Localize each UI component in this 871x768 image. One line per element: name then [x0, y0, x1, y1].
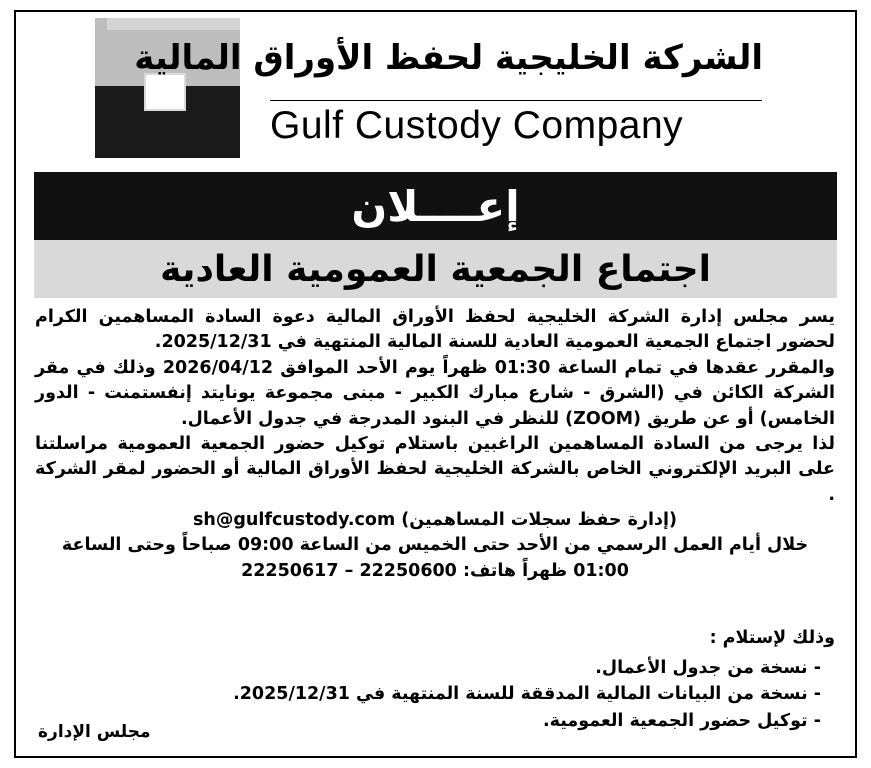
announcement-title-bar [34, 172, 837, 240]
list-item: - توكيل حضور الجمعية العمومية. [233, 708, 821, 734]
announcement-subtitle-bar [34, 240, 837, 298]
announcement-body [35, 305, 835, 584]
announcement-title: إعــــلان [351, 181, 520, 231]
proxy-instructions-paragraph: لذا يرجى من السادة المساهمين الراغبين باستلام توكيل حضور الجمعية العمومية مراسلتنا على البريد الإلكتروني الخاص بالشركة الخليجية لحفظ الأوراق المالية أو الحضور لمقر الشركة . [35, 433, 835, 505]
list-item: - نسخة من جدول الأعمال. [233, 655, 821, 681]
email-line: (إدارة حفظ سجلات المساهمين) sh@gulfcustody.com [192, 510, 678, 530]
working-hours-line: خلال أيام العمل الرسمي من الأحد حتى الخميس من الساعة 09:00 صباحاً وحتى الساعة 01:00 ظهراً هاتف: 22250600 – 22250617 [61, 535, 809, 581]
list-item: - نسخة من البيانات المالية المدققة للسنة المنتهية في 2025/12/31. [233, 681, 821, 707]
requirements-title: وذلك لإستلام : [709, 628, 835, 648]
company-name-arabic: الشركة الخليجية لحفظ الأوراق المالية [134, 38, 763, 78]
meeting-details-paragraph: والمقرر عقدها في تمام الساعة 01:30 ظهراً يوم الأحد الموافق 2026/04/12 وذلك في مقر الشركة الكائن في (الشرق - شارع مبارك الكبير - مبنى مجموعة يونايتد إنفستمنت - الدور الخامس) أو عن طريق (ZOOM) للنظر في البنود المدرجة في جدول الأعمال. [35, 357, 835, 429]
requirements-list [233, 655, 821, 734]
header-divider [270, 100, 762, 101]
company-name-english: Gulf Custody Company [270, 104, 684, 147]
announcement-subtitle: اجتماع الجمعية العمومية العادية [160, 248, 711, 290]
invitation-paragraph: يسر مجلس إدارة الشركة الخليجية لحفظ الأوراق المالية دعوة السادة المساهمين الكرام لحضور اجتماع الجمعية العمومية العادية للسنة المالية المنتهية في 2025/12/31. [35, 307, 835, 353]
signature-board: مجلس الإدارة [38, 722, 151, 742]
